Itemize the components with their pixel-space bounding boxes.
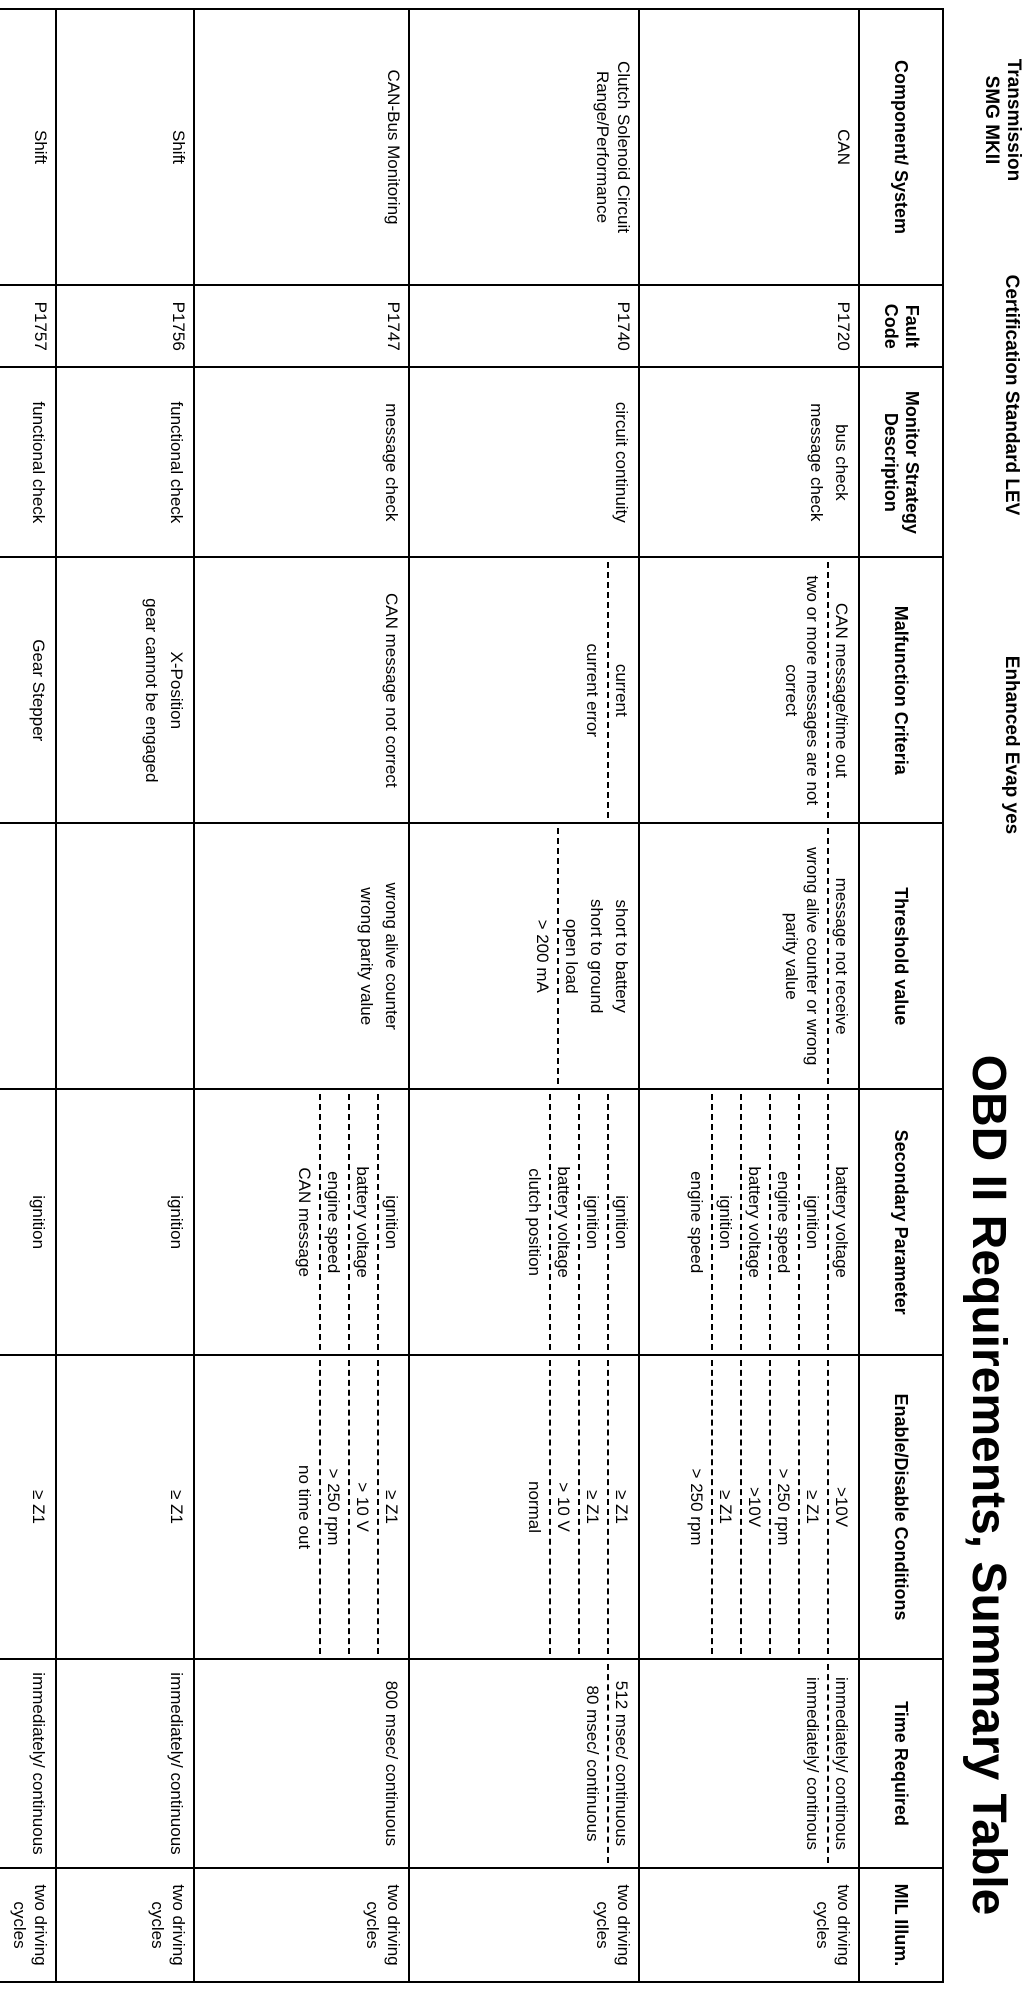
cell-threshold	[409, 823, 639, 1089]
cell-enable	[56, 1355, 194, 1659]
cell-time-line: immediately/ continuous	[167, 1672, 186, 1855]
cell-time	[56, 1659, 194, 1868]
cell-secondary-line: CAN message	[295, 1167, 314, 1277]
cell-fault-code: P1740	[409, 285, 639, 367]
cell-mil: two driving cycles	[639, 1868, 859, 1982]
col-header-component: Component/ System	[859, 9, 943, 285]
cell-criteria	[409, 557, 639, 823]
cell-enable-line: > 250 rpm	[319, 1360, 346, 1654]
cell-criteria	[0, 557, 56, 823]
table-row	[0, 9, 56, 1982]
cell-threshold	[639, 823, 859, 1089]
cell-strategy-line: functional check	[167, 401, 186, 524]
cell-criteria-line: CAN message not correct	[382, 592, 401, 788]
cell-time-line: immediately/ continuous	[29, 1672, 48, 1855]
cell-secondary-line: ignition	[711, 1094, 738, 1350]
table-row	[56, 9, 194, 1982]
cell-threshold-line: wrong parity value	[357, 887, 376, 1026]
cell-threshold	[194, 823, 409, 1089]
cell-criteria	[639, 557, 859, 823]
cell-secondary	[56, 1089, 194, 1355]
cell-time	[639, 1659, 859, 1868]
col-header-strategy: Monitor Strategy Description	[859, 367, 943, 557]
cell-enable-line: ≥ Z1	[711, 1360, 738, 1654]
cell-mil: two driving cycles	[194, 1868, 409, 1982]
cell-secondary-line: engine speed	[687, 1171, 706, 1274]
col-header-time: Time Required	[859, 1659, 943, 1868]
cell-secondary-line: ignition	[578, 1094, 605, 1350]
cell-threshold-line: wrong alive counter or wrong parity value	[782, 847, 822, 1066]
cell-component: CAN-Bus Monitoring	[194, 9, 409, 285]
table-row	[409, 9, 639, 1982]
cell-threshold-line: open load	[557, 828, 584, 1084]
cell-secondary	[194, 1089, 409, 1355]
cell-secondary	[639, 1089, 859, 1355]
cell-time	[0, 1659, 56, 1868]
cell-component: CAN	[639, 9, 859, 285]
transmission-label: Transmission	[1003, 58, 1024, 182]
transmission-value: SMG MKII	[981, 75, 1002, 165]
cell-enable	[194, 1355, 409, 1659]
col-header-code: Fault Code	[859, 285, 943, 367]
cell-secondary-line: ignition	[377, 1094, 404, 1350]
cell-secondary-line: clutch position	[525, 1168, 544, 1276]
cell-enable-line: no time out	[295, 1465, 314, 1550]
cell-time-line: 512 msec/ continuous	[607, 1664, 634, 1863]
cell-fault-code: P1747	[194, 285, 409, 367]
table-row	[194, 9, 409, 1982]
cell-secondary-line: engine speed	[319, 1094, 346, 1350]
table-row	[639, 9, 859, 1982]
cell-time-line: 80 msec/ continuous	[583, 1685, 602, 1842]
cell-strategy-line: functional check	[29, 401, 48, 524]
cell-strategy	[194, 367, 409, 557]
cell-criteria	[194, 557, 409, 823]
cell-fault-code: P1757	[0, 285, 56, 367]
cell-enable-line: ≥ Z1	[607, 1360, 634, 1654]
cell-secondary-line: ignition	[29, 1195, 48, 1250]
cell-fault-code: P1756	[56, 285, 194, 367]
cell-enable-line: ≥ Z1	[578, 1360, 605, 1654]
transmission-caption	[980, 10, 1024, 230]
cell-mil: two driving cycles	[409, 1868, 639, 1982]
certification-caption: Certification Standard LEV	[1001, 274, 1022, 516]
cell-criteria-line: current	[607, 562, 634, 818]
header-row	[859, 9, 943, 1982]
cell-enable-line: > 10 V	[348, 1360, 375, 1654]
cell-criteria-line: current error	[583, 643, 602, 738]
cell-time	[194, 1659, 409, 1868]
cell-enable-line: > 250 rpm	[769, 1360, 796, 1654]
cell-enable-line: ≥ Z1	[29, 1490, 48, 1524]
cell-enable	[409, 1355, 639, 1659]
cell-secondary	[409, 1089, 639, 1355]
cell-secondary-line: battery voltage	[549, 1094, 576, 1350]
cell-fault-code: P1720	[639, 285, 859, 367]
cell-time-line: 800 msec/ continuous	[382, 1680, 401, 1847]
cell-strategy-line: message check	[807, 403, 826, 522]
cell-enable-line: ≥ Z1	[167, 1490, 186, 1524]
page-title: OBD II Requirements, Summary Table	[962, 1054, 1015, 1916]
cell-threshold	[56, 823, 194, 1089]
cell-criteria-line: two or more messages are not correct	[782, 575, 822, 806]
cell-mil: two driving cycles	[0, 1868, 56, 1982]
cell-secondary-line: battery voltage	[740, 1094, 767, 1350]
cell-strategy-line: circuit continuity	[612, 401, 631, 523]
cell-enable-line: > 10 V	[549, 1360, 576, 1654]
cell-secondary-line: ignition	[798, 1094, 825, 1350]
cell-strategy-line: message check	[382, 403, 401, 522]
enhanced-evap-caption: Enhanced Evap yes	[1001, 655, 1022, 835]
cell-strategy	[639, 367, 859, 557]
cell-enable-line: >10V	[740, 1360, 767, 1654]
cell-threshold-line: > 200 mA	[533, 919, 552, 993]
cell-threshold-line: wrong alive counter	[382, 882, 401, 1030]
cell-criteria	[56, 557, 194, 823]
cell-threshold-line: message not receive	[827, 828, 854, 1084]
cell-threshold	[0, 823, 56, 1089]
cell-time-line: immediately/ continous	[803, 1677, 822, 1850]
cell-secondary-line: battery voltage	[827, 1094, 854, 1350]
cell-enable-line: ≥ Z1	[798, 1360, 825, 1654]
cell-secondary	[0, 1089, 56, 1355]
cell-enable-line: >10V	[827, 1360, 854, 1654]
cell-threshold-line: short to battery	[612, 899, 631, 1013]
col-header-enable: Enable/Disable Conditions	[859, 1355, 943, 1659]
col-header-secondary: Secondary Parameter	[859, 1089, 943, 1355]
cell-criteria-line: gear cannot be engaged	[142, 598, 161, 783]
cell-enable-line: ≥ Z1	[377, 1360, 404, 1654]
col-header-threshold: Threshold value	[859, 823, 943, 1089]
cell-enable	[639, 1355, 859, 1659]
cell-component: Shift	[56, 9, 194, 285]
cell-enable-line: normal	[525, 1481, 544, 1534]
cell-strategy	[56, 367, 194, 557]
cell-time-line: immediately/ continous	[827, 1664, 854, 1863]
cell-time	[409, 1659, 639, 1868]
cell-enable	[0, 1355, 56, 1659]
col-header-mil: MIL Illum.	[859, 1868, 943, 1982]
cell-secondary-line: ignition	[607, 1094, 634, 1350]
cell-secondary-line: engine speed	[769, 1094, 796, 1350]
col-header-criteria: Malfunction Criteria	[859, 557, 943, 823]
cell-secondary-line: ignition	[167, 1195, 186, 1250]
cell-strategy-line: bus check	[832, 424, 851, 501]
cell-mil: two driving cycles	[56, 1868, 194, 1982]
obd-summary-table	[0, 8, 944, 1983]
cell-criteria-line: Gear Stepper	[29, 639, 48, 742]
cell-criteria-line: X-Position	[167, 651, 186, 730]
cell-strategy	[0, 367, 56, 557]
cell-criteria-line: CAN message/time out	[827, 562, 854, 818]
cell-strategy	[409, 367, 639, 557]
cell-component: Shift	[0, 9, 56, 285]
cell-component: Clutch Solenoid Circuit Range/Performance	[409, 9, 639, 285]
cell-threshold-line: short to ground	[587, 899, 606, 1014]
cell-secondary-line: battery voltage	[348, 1094, 375, 1350]
cell-enable-line: > 250 rpm	[687, 1468, 706, 1546]
